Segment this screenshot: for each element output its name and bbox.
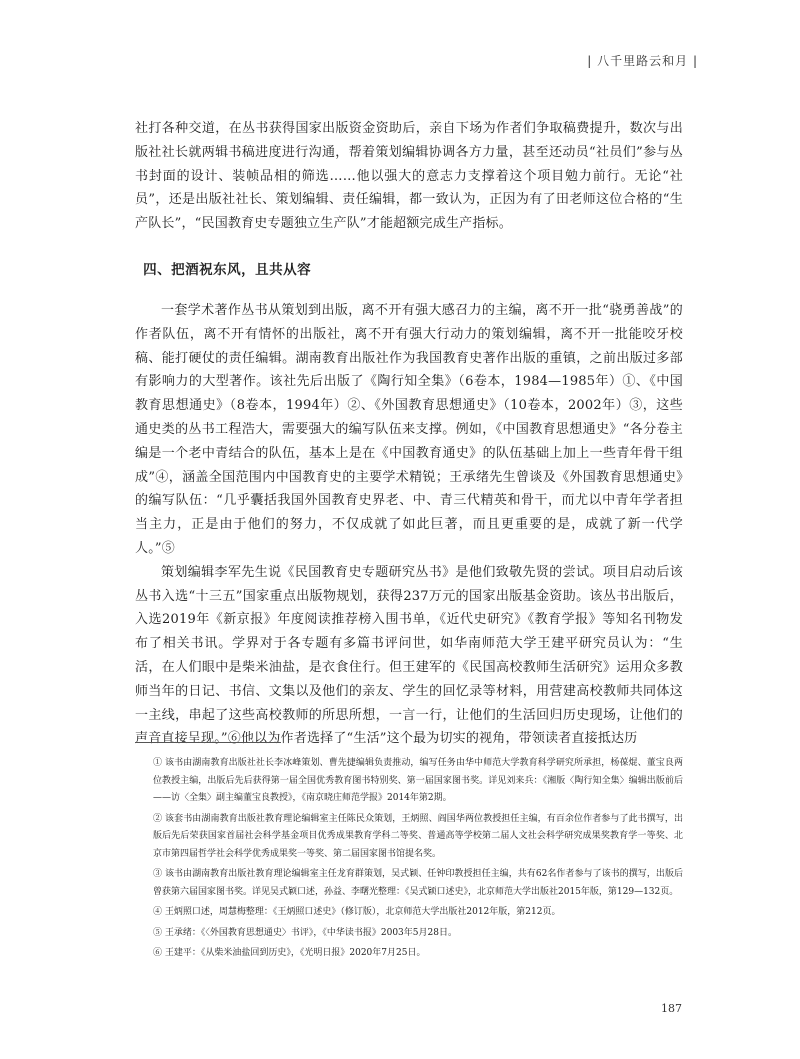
footnote: ① 该书由湖南教育出版社社长李冰峰策划、曹先捷编辑负责推动，编写任务由华中师范大学教育科学研究所承担，杨葆焜、董宝良两位教授主编，出版后先后获得第一届全国优秀教育图书特别奖、第一届国家图书奖。详见刘来兵：《湘版〈陶行知全集〉编辑出版前后——访〈全集〉副主编董宝良教授》，《南京晓庄师范学报》2014年第2期。 — [153, 758, 683, 803]
section-heading: 四、把酒祝东风，且共从容 — [143, 261, 312, 278]
paragraph: 策划编辑李军先生说《民国教育史专题研究丛书》是他们致敬先贤的尝试。项目启动后该丛书入选“十三五”国家重点出版物规划，获得237万元的国家出版基金资助。该丛书出版后，入选2019年《新京报》年度阅读推荐榜入围书单，《近代史研究》《教育学报》等知名刊物发布了相关书讯。学界对于各专题有多篇书评问世，如华南师范大学王建平研究员认为：“生活，在人们眼中是柴米油盐，是衣食住行。但王建军的《民国高校教师生活研究》运用众多教师当年的日记、书信、文集以及他们的亲友、学生的回忆录等材料，用营建高校教师共同体这一主线，串起了这些高校教师的所思所想，一言一行，让他们的生活回归历史现场，让他们的声音直接呈现。”⑥他以为作者选择了“生活”这个最为切实的视角，带领读者直接抵达历 — [135, 564, 683, 747]
footnote: ② 该套书由湖南教育出版社教育理论编辑室主任陈民众策划，王炳照、阎国华两位教授担任主编，有百余位作者参与了此书撰写，出版后先后荣获国家首届社会科学基金项目优秀成果教育学科二等奖、普通高等学校第二届人文社会科学研究成果奖教育学一等奖、北京市第四届哲学社会科学优秀成果奖一等奖、第二届国家图书馆提名奖。 — [153, 813, 683, 859]
footnote: ⑤ 王承绪：《〈外国教育思想通史〉书评》，《中华读书报》2003年5月28日。 — [153, 927, 457, 938]
paragraph-continued: 社打各种交道，在丛书获得国家出版资金资助后，亲自下场为作者们争取稿费提升，数次与出版社社长就两辑书稿进度进行沟通，帮着策划编辑协调各方力量，甚至还动员“社员们”参与丛书封面的设计、装帧品相的筛选……他以强大的意志力支撑着这个项目勉力前行。无论“社员”，还是出版社社长、策划编辑、责任编辑，都一致认为，正因为有了田老师这位合格的“生产队长”，“民国教育史专题独立生产队”才能超额完成生产指标。 — [135, 121, 683, 232]
footnote: ④ 王炳照口述，周慧梅整理：《王炳照口述史》（修订版），北京师范大学出版社2012年版，第212页。 — [153, 907, 561, 917]
footnote-divider — [135, 742, 281, 743]
footnotes — [135, 755, 683, 966]
paragraph: 一套学术著作丛书从策划到出版，离不开有强大感召力的主编，离不开一批“骁勇善战”的作者队伍，离不开有情怀的出版社，离不开有强大行动力的策划编辑，离不开一批能咬牙校稿、能打硬仗的责任编辑。湖南教育出版社作为我国教育史著作出版的重镇，之前出版过多部有影响力的大型著作。该社先后出版了《陶行知全集》（6卷本，1984—1985年）①、《中国教育思想通史》（8卷本，1994年）②、《外国教育思想通史》（10卷本，2002年）③，这些通史类的丛书工程浩大，需要强大的编写队伍来支撑。例如，《中国教育思想通史》“各分卷主编是一个老中青结合的队伍，基本上是在《中国教育通史》的队伍基础上加上一些青年骨干组成”④，涵盖全国范围内中国教育史的主要学术精锐；王承绪先生曾谈及《外国教育思想通史》的编写队伍：“几乎囊括我国外国教育史界老、中、青三代精英和骨干，而尤以中青年学者担当主力，正是由于他们的努力，不仅成就了如此巨著，而且更重要的是，成就了新一代学人。”⑤ — [135, 302, 683, 556]
page-number: 187 — [661, 1002, 682, 1015]
footnote: ③ 该书由湖南教育出版社教育理论编辑室主任龙育群策划，吴式颖、任钟印教授担任主编，共有62名作者参与了该书的撰写，出版后曾获第六届国家图书奖。详见吴式颖口述，孙益、李曙光整理：《吴式颖口述史》，北京师范大学出版社2015年版，第129—132页。 — [153, 869, 683, 897]
body-text — [135, 117, 683, 751]
footnote: ⑥ 王建平：《从柴米油盐回到历史》，《光明日报》2020年7月25日。 — [153, 948, 426, 958]
running-header: | 八千里路云和月 | — [587, 54, 698, 68]
